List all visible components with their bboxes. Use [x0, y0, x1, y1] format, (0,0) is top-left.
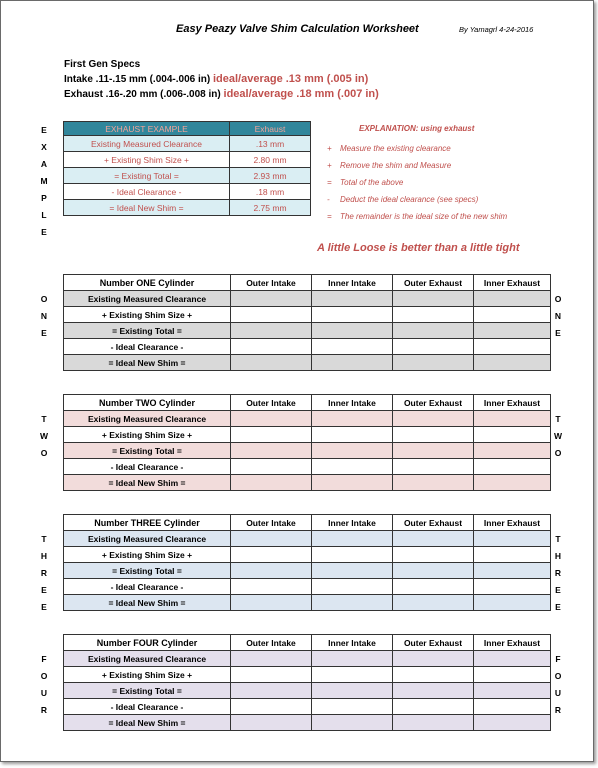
measurement-cell[interactable] — [474, 355, 551, 371]
specs-heading: First Gen Specs — [64, 59, 141, 70]
side-letter: E — [555, 328, 561, 338]
measurement-cell[interactable] — [231, 651, 312, 667]
measurement-cell[interactable] — [231, 355, 312, 371]
side-letter: H — [554, 551, 562, 561]
measurement-cell[interactable] — [312, 475, 393, 491]
side-letter: T — [41, 534, 47, 544]
cylinder-side-letters — [553, 651, 563, 719]
measurement-cell[interactable] — [312, 531, 393, 547]
row-label: = Ideal New Shim = — [64, 355, 231, 371]
side-letter: O — [40, 448, 48, 458]
cylinder-table — [63, 634, 551, 731]
measurement-cell[interactable] — [312, 339, 393, 355]
side-letter: E — [41, 585, 47, 595]
side-letter: R — [40, 568, 48, 578]
measurement-cell[interactable] — [474, 563, 551, 579]
measurement-cell[interactable] — [474, 683, 551, 699]
cylinder-side-letters — [553, 531, 563, 616]
exhaust-spec: Exhaust .16-.20 mm (.006-.008 in) ideal/average .18 mm (.007 in) — [64, 88, 379, 100]
cylinder-name: Number FOUR Cylinder — [64, 635, 231, 651]
measurement-cell[interactable] — [474, 339, 551, 355]
side-letter: E — [41, 602, 47, 612]
measurement-cell[interactable] — [231, 715, 312, 731]
cylinder-side-letters — [39, 291, 49, 342]
column-header: Outer Exhaust — [393, 275, 474, 291]
measurement-cell[interactable] — [393, 651, 474, 667]
row-label: = Ideal New Shim = — [64, 475, 231, 491]
measurement-cell[interactable] — [231, 323, 312, 339]
row-label: + Existing Shim Size + — [64, 427, 231, 443]
measurement-cell[interactable] — [393, 339, 474, 355]
side-letter: T — [555, 534, 561, 544]
measurement-cell[interactable] — [231, 291, 312, 307]
measurement-cell[interactable] — [231, 699, 312, 715]
measurement-cell[interactable] — [231, 531, 312, 547]
measurement-cell[interactable] — [312, 667, 393, 683]
cylinder-name: Number THREE Cylinder — [64, 515, 231, 531]
measurement-cell[interactable] — [474, 427, 551, 443]
measurement-cell[interactable] — [393, 699, 474, 715]
row-label: + Existing Shim Size + — [64, 667, 231, 683]
example-row-value: 2.93 mm — [230, 168, 311, 184]
side-letter: T — [555, 414, 561, 424]
example-row-label: + Existing Shim Size + — [64, 152, 230, 168]
measurement-cell[interactable] — [231, 339, 312, 355]
side-letter: E — [41, 328, 47, 338]
cylinder-side-letters — [553, 411, 563, 462]
column-header: Inner Exhaust — [474, 515, 551, 531]
side-letter: N — [554, 311, 562, 321]
measurement-cell[interactable] — [393, 355, 474, 371]
measurement-cell[interactable] — [393, 323, 474, 339]
row-label: = Ideal New Shim = — [64, 715, 231, 731]
measurement-cell[interactable] — [231, 443, 312, 459]
measurement-cell[interactable] — [312, 579, 393, 595]
side-letter: N — [40, 311, 48, 321]
side-letter: W — [39, 431, 49, 441]
measurement-cell[interactable] — [312, 355, 393, 371]
measurement-cell[interactable] — [231, 411, 312, 427]
measurement-cell[interactable] — [474, 579, 551, 595]
explanation-list: + Measure the existing clearance + Remove the shim and Measure = Total of the above - Deduct the ideal clearance (see specs) = The remainder is the ideal size of the new shim — [327, 144, 508, 221]
measurement-cell[interactable] — [312, 443, 393, 459]
measurement-cell[interactable] — [312, 411, 393, 427]
example-header: EXHAUST EXAMPLE — [64, 122, 230, 136]
row-label: Existing Measured Clearance — [64, 291, 231, 307]
measurement-cell[interactable] — [312, 547, 393, 563]
example-row-label: Existing Measured Clearance — [64, 136, 230, 152]
cylinder-side-letters — [39, 651, 49, 719]
side-letter: U — [40, 688, 48, 698]
measurement-cell[interactable] — [474, 307, 551, 323]
measurement-cell[interactable] — [393, 547, 474, 563]
row-label: = Existing Total = — [64, 443, 231, 459]
row-label: + Existing Shim Size + — [64, 307, 231, 323]
measurement-cell[interactable] — [393, 715, 474, 731]
measurement-cell[interactable] — [474, 475, 551, 491]
measurement-cell[interactable] — [231, 547, 312, 563]
row-label: Existing Measured Clearance — [64, 411, 231, 427]
side-letter: O — [40, 671, 48, 681]
tip-text: A little Loose is better than a little tight — [317, 242, 520, 254]
row-label: - Ideal Clearance - — [64, 339, 231, 355]
measurement-cell[interactable] — [231, 459, 312, 475]
example-row-value: .13 mm — [230, 136, 311, 152]
column-header: Inner Intake — [312, 635, 393, 651]
measurement-cell[interactable] — [312, 307, 393, 323]
column-header: Outer Intake — [231, 395, 312, 411]
row-label: Existing Measured Clearance — [64, 531, 231, 547]
measurement-cell[interactable] — [393, 475, 474, 491]
row-label: - Ideal Clearance - — [64, 579, 231, 595]
explanation-title: EXPLANATION: using exhaust — [359, 124, 475, 133]
measurement-cell[interactable] — [312, 715, 393, 731]
row-label: - Ideal Clearance - — [64, 459, 231, 475]
measurement-cell[interactable] — [312, 459, 393, 475]
measurement-cell[interactable] — [312, 291, 393, 307]
cylinder-name: Number TWO Cylinder — [64, 395, 231, 411]
measurement-cell[interactable] — [474, 459, 551, 475]
cylinder-side-letters — [553, 291, 563, 342]
example-row-value: 2.75 mm — [230, 200, 311, 216]
measurement-cell[interactable] — [474, 323, 551, 339]
measurement-cell[interactable] — [312, 683, 393, 699]
column-header: Inner Intake — [312, 515, 393, 531]
measurement-cell[interactable] — [312, 651, 393, 667]
measurement-cell[interactable] — [393, 291, 474, 307]
cylinder-name: Number ONE Cylinder — [64, 275, 231, 291]
column-header: Inner Intake — [312, 395, 393, 411]
side-letter: H — [40, 551, 48, 561]
column-header: Outer Exhaust — [393, 515, 474, 531]
measurement-cell[interactable] — [231, 579, 312, 595]
cylinder-side-letters — [39, 531, 49, 616]
cylinder-table — [63, 514, 551, 611]
measurement-cell[interactable] — [393, 531, 474, 547]
column-header: Inner Exhaust — [474, 395, 551, 411]
side-letter: U — [554, 688, 562, 698]
column-header: Outer Exhaust — [393, 635, 474, 651]
side-letter: W — [553, 431, 563, 441]
measurement-cell[interactable] — [393, 411, 474, 427]
measurement-cell[interactable] — [474, 595, 551, 611]
side-letter: R — [554, 568, 562, 578]
row-label: = Ideal New Shim = — [64, 595, 231, 611]
row-label: = Existing Total = — [64, 563, 231, 579]
measurement-cell[interactable] — [393, 667, 474, 683]
measurement-cell[interactable] — [393, 459, 474, 475]
measurement-cell[interactable] — [393, 579, 474, 595]
side-letter: E — [555, 602, 561, 612]
side-letter: R — [554, 705, 562, 715]
measurement-cell[interactable] — [393, 595, 474, 611]
example-row-value: 2.80 mm — [230, 152, 311, 168]
cylinder-table — [63, 274, 551, 371]
worksheet-title: Easy Peazy Valve Shim Calculation Worksheet — [176, 23, 419, 35]
measurement-cell[interactable] — [231, 427, 312, 443]
row-label: + Existing Shim Size + — [64, 547, 231, 563]
measurement-cell[interactable] — [393, 427, 474, 443]
side-letter: T — [41, 414, 47, 424]
column-header: Outer Intake — [231, 635, 312, 651]
row-label: - Ideal Clearance - — [64, 699, 231, 715]
example-column-header: Exhaust — [230, 122, 311, 136]
column-header: Outer Intake — [231, 515, 312, 531]
row-label: Existing Measured Clearance — [64, 651, 231, 667]
measurement-cell[interactable] — [231, 595, 312, 611]
measurement-cell[interactable] — [474, 715, 551, 731]
measurement-cell[interactable] — [393, 563, 474, 579]
measurement-cell[interactable] — [231, 475, 312, 491]
measurement-cell[interactable] — [312, 595, 393, 611]
measurement-cell[interactable] — [393, 443, 474, 459]
cylinder-side-letters — [39, 411, 49, 462]
column-header: Inner Exhaust — [474, 635, 551, 651]
intake-spec: Intake .11-.15 mm (.004-.006 in) ideal/average .13 mm (.005 in) — [64, 73, 369, 85]
side-letter: F — [555, 654, 561, 664]
author-credit: By Yamagrl 4-24-2016 — [459, 25, 534, 34]
exhaust-example-table — [63, 121, 311, 216]
measurement-cell[interactable] — [474, 443, 551, 459]
side-letter: F — [41, 654, 47, 664]
measurement-cell[interactable] — [231, 667, 312, 683]
cylinder-table — [63, 394, 551, 491]
measurement-cell[interactable] — [474, 531, 551, 547]
column-header: Outer Exhaust — [393, 395, 474, 411]
measurement-cell[interactable] — [231, 683, 312, 699]
measurement-cell[interactable] — [393, 683, 474, 699]
example-row-value: .18 mm — [230, 184, 311, 200]
measurement-cell[interactable] — [312, 427, 393, 443]
measurement-cell[interactable] — [312, 323, 393, 339]
column-header: Outer Intake — [231, 275, 312, 291]
measurement-cell[interactable] — [312, 699, 393, 715]
measurement-cell[interactable] — [231, 563, 312, 579]
side-letter: O — [554, 671, 562, 681]
column-header: Inner Exhaust — [474, 275, 551, 291]
example-row-label: = Existing Total = — [64, 168, 230, 184]
side-letter: R — [40, 705, 48, 715]
measurement-cell[interactable] — [393, 307, 474, 323]
measurement-cell[interactable] — [474, 291, 551, 307]
measurement-cell[interactable] — [474, 667, 551, 683]
measurement-cell[interactable] — [474, 547, 551, 563]
row-label: = Existing Total = — [64, 323, 231, 339]
measurement-cell[interactable] — [231, 307, 312, 323]
example-row-label: = Ideal New Shim = — [64, 200, 230, 216]
side-letter: O — [554, 294, 562, 304]
side-letter: O — [554, 448, 562, 458]
measurement-cell[interactable] — [474, 699, 551, 715]
example-row-label: - Ideal Clearance - — [64, 184, 230, 200]
column-header: Inner Intake — [312, 275, 393, 291]
side-letter: O — [40, 294, 48, 304]
measurement-cell[interactable] — [474, 651, 551, 667]
measurement-cell[interactable] — [474, 411, 551, 427]
measurement-cell[interactable] — [312, 563, 393, 579]
example-side-letters: E X A M P L E — [40, 125, 48, 237]
specs-block — [64, 57, 379, 102]
row-label: = Existing Total = — [64, 683, 231, 699]
side-letter: E — [555, 585, 561, 595]
